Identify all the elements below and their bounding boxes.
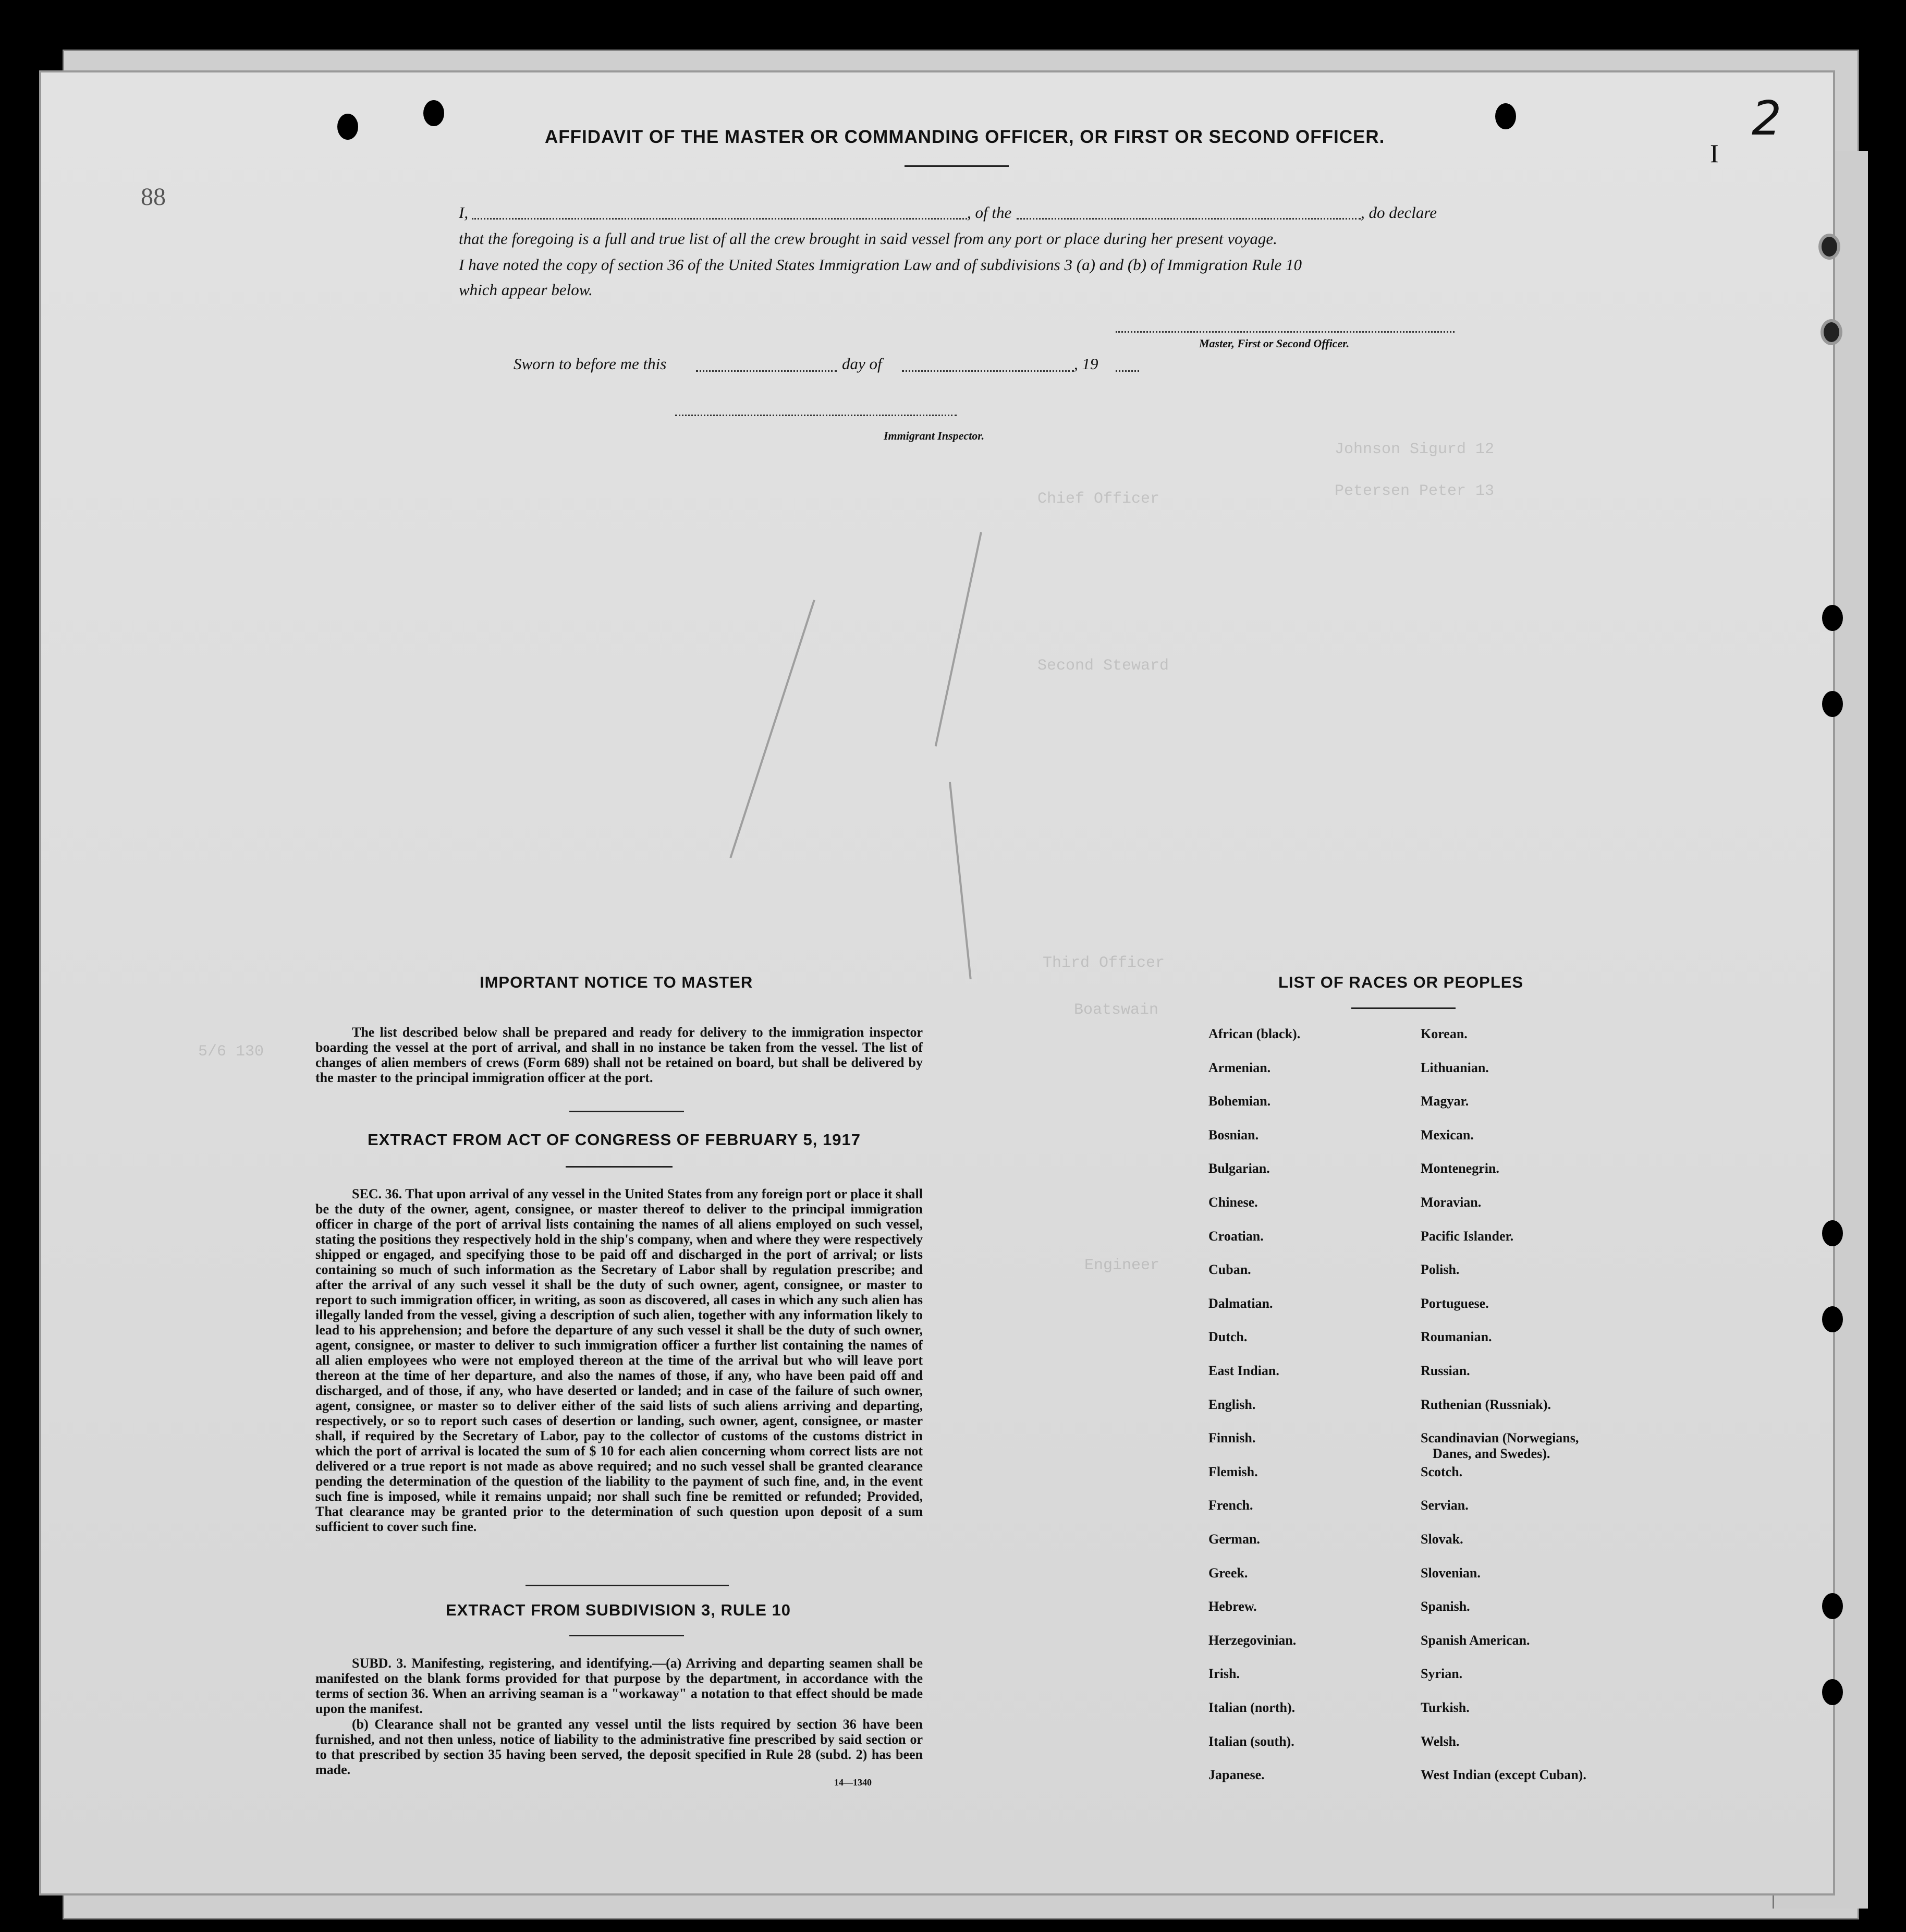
punch-hole-icon: [1822, 1220, 1843, 1246]
notice-title: IMPORTANT NOTICE TO MASTER: [480, 973, 753, 991]
race-item: Slovak.: [1421, 1532, 1463, 1547]
race-item: Montenegrin.: [1421, 1161, 1499, 1176]
race-item: Magyar.: [1421, 1093, 1469, 1109]
year-label: , 19: [1074, 355, 1098, 373]
page-number: 2: [1752, 91, 1782, 146]
race-item: Greek.: [1208, 1565, 1248, 1581]
vessel-field-line: [1017, 218, 1361, 220]
bleed-through-text: 5/6 130: [198, 1043, 264, 1061]
race-item: Flemish.: [1208, 1464, 1258, 1479]
race-item: Armenian.: [1208, 1060, 1271, 1075]
race-item: Japanese.: [1208, 1767, 1265, 1783]
affidavit-line3: which appear below.: [459, 281, 593, 299]
notice-body: The list described below shall be prepared and ready for delivery to the immigration inspector boarding the vessel at the port of arrival, and shall in no instance be taken from the vessel. The list of changes of alien members of crews (Form 689) shall not be retained on board, but shall be delivered by the master to the principal immigration officer at the port.: [315, 1025, 923, 1085]
form-number: 14—1340: [834, 1777, 872, 1788]
sworn-day-line: [696, 370, 837, 372]
race-item: Bulgarian.: [1208, 1161, 1270, 1176]
master-signature-label: Master, First or Second Officer.: [1199, 337, 1350, 350]
race-item: Lithuanian.: [1421, 1060, 1489, 1075]
race-item: Hebrew.: [1208, 1599, 1257, 1614]
punch-hole-icon: [423, 100, 444, 126]
race-item: Moravian.: [1421, 1195, 1482, 1210]
race-item: Polish.: [1421, 1262, 1460, 1278]
race-item: Croatian.: [1208, 1228, 1264, 1244]
punch-hole-icon: [1822, 1306, 1843, 1332]
race-item: Pacific Islander.: [1421, 1228, 1514, 1244]
race-item: Syrian.: [1421, 1666, 1463, 1682]
divider: [569, 1111, 684, 1112]
race-item: Slovenian.: [1421, 1565, 1481, 1581]
bleed-through-text: Engineer: [1084, 1257, 1160, 1274]
race-item: African (black).: [1208, 1026, 1301, 1041]
race-item: Korean.: [1421, 1026, 1468, 1041]
bleed-through-text: Chief Officer: [1037, 490, 1160, 508]
race-item: Bohemian.: [1208, 1093, 1271, 1109]
race-item: Chinese.: [1208, 1195, 1258, 1210]
race-item: French.: [1208, 1498, 1253, 1513]
race-item: Cuban.: [1208, 1262, 1251, 1278]
bleed-through-text: Third Officer: [1043, 954, 1165, 972]
races-title: LIST OF RACES OR PEOPLES: [1278, 973, 1524, 991]
divider: [569, 1635, 684, 1636]
bleed-through-text: Second Steward: [1037, 657, 1169, 675]
affidavit-do-declare-label: , do declare: [1361, 203, 1437, 222]
race-item: Italian (north).: [1208, 1700, 1296, 1715]
name-field-line: [472, 218, 967, 220]
punch-hole-icon: [1821, 319, 1842, 345]
punch-hole-icon: [1822, 1679, 1843, 1705]
race-item: Dutch.: [1208, 1329, 1248, 1345]
affidavit-of-the-label: , of the: [967, 203, 1012, 222]
race-item: Herzegovinian.: [1208, 1632, 1297, 1648]
extract2-body-a: SUBD. 3. Manifesting, registering, and identifying.—(a) Arriving and departing seamen shall be manifested on the blank forms provided for that purpose by the department, in accordance with the terms of section 36. When an arriving seaman is a "workaway" a notation to that effect should be made upon the manifest.: [315, 1656, 923, 1716]
race-item: Welsh.: [1421, 1733, 1460, 1749]
punch-hole-icon: [337, 114, 358, 140]
master-signature-line: [1116, 331, 1455, 333]
race-item: Russian.: [1421, 1363, 1470, 1378]
divider: [905, 165, 1009, 167]
race-item: West Indian (except Cuban).: [1421, 1767, 1586, 1783]
extract1-title: EXTRACT FROM ACT OF CONGRESS OF FEBRUARY 5, 1917: [368, 1131, 861, 1149]
punch-hole-icon: [1822, 605, 1843, 631]
bleed-through-text: Petersen Peter 13: [1335, 482, 1495, 500]
punch-hole-icon: [1822, 1593, 1843, 1619]
extract2-body-b: (b) Clearance shall not be granted any vessel until the lists required by section 36 have been furnished, and not then unless, notice of liability to the administrative fine prescribed by said section or to that prescribed by section 35 having been served, the deposit specified in Rule 28 (subd. 2) has been made.: [315, 1717, 923, 1777]
race-item: Bosnian.: [1208, 1127, 1259, 1143]
extract1-body: SEC. 36. That upon arrival of any vessel in the United States from any foreign port or place it shall be the duty of the owner, agent, consignee, or master thereof to deliver to the principal immigration officer in charge of the port of arrival lists containing the names of all aliens employed on such vessel, stating the positions they respectively hold in the ship's company, when and where they were respectively shipped or engaged, and specifying those to be paid off and discharged in the port of arrival; or lists containing so much of such information as the Secretary of Labor shall by regulation prescribe; and after the arrival of any such vessel it shall be the duty of such owner, agent, consignee, or master to report to such immigration officer, in writing, as soon as discovered, all cases in which any such alien has illegally landed from the vessel, giving a description of such alien, together with any information likely to lead to his apprehension; and before the departure of any such vessel it shall be the duty of such owner, agent, consignee, or master to deliver to such immigration officer a further list containing the names of all alien employees who were not employed thereon at the time of the arrival but who will leave port thereon at the time of her departure, and also the names of those, if any, who have been paid off and discharged, and of those, if any, who have deserted or landed; and in case of the failure of such owner, agent, consignee, or master so to deliver either of the said lists of such aliens arriving and departing, respectively, or so to report such cases of desertion or landing, such owner, agent, consignee, or master shall, if required by the Secretary of Labor, pay to the collector of customs of the customs district in which the port of arrival is located the sum of $ 10 for each alien concerning whom correct lists are not delivered or a true report is not made as above required; and no such vessel shall be granted clearance pending the determination of the question of the liability to the payment of such fine, and, in the event such fine is imposed, while it remains unpaid; nor shall such fine be remitted or refunded; Provided, That clearance may be granted prior to the determination of such question upon deposit of a sum sufficient to cover such fine.: [315, 1186, 923, 1534]
punch-hole-icon: [1495, 103, 1516, 129]
race-item: Irish.: [1208, 1666, 1240, 1682]
extract2-title: EXTRACT FROM SUBDIVISION 3, RULE 10: [446, 1601, 791, 1619]
race-item: Mexican.: [1421, 1127, 1474, 1143]
race-item: Italian (south).: [1208, 1733, 1294, 1749]
race-item: Scandinavian (Norwegians,: [1421, 1430, 1579, 1446]
punch-hole-icon: [1822, 691, 1843, 717]
race-item: English.: [1208, 1396, 1256, 1412]
document-page: [39, 70, 1835, 1895]
race-item: Turkish.: [1421, 1700, 1470, 1715]
sworn-label: Sworn to before me this: [514, 355, 667, 373]
bleed-through-text: Boatswain: [1074, 1001, 1159, 1019]
race-item: German.: [1208, 1532, 1260, 1547]
corner-mark: I: [1710, 139, 1719, 168]
race-item: Spanish.: [1421, 1599, 1470, 1614]
divider: [566, 1166, 673, 1168]
race-item: Scotch.: [1421, 1464, 1463, 1479]
punch-hole-icon: [1818, 234, 1840, 260]
race-item: Roumanian.: [1421, 1329, 1492, 1345]
affidavit-line1: that the foregoing is a full and true list of all the crew brought in said vessel from any port or place during her present voyage.: [459, 229, 1277, 248]
race-item: Servian.: [1421, 1498, 1469, 1513]
race-item: Portuguese.: [1421, 1295, 1489, 1311]
race-item: East Indian.: [1208, 1363, 1279, 1378]
race-item: Ruthenian (Russniak).: [1421, 1396, 1551, 1412]
inspector-label: Immigrant Inspector.: [884, 429, 985, 442]
race-item: Finnish.: [1208, 1430, 1256, 1446]
year-field-line: [1116, 370, 1139, 372]
margin-mark: 88: [141, 183, 166, 211]
day-of-label: day of: [842, 355, 882, 373]
race-item: Danes, and Swedes).: [1433, 1446, 1550, 1462]
race-item: Spanish American.: [1421, 1632, 1530, 1648]
divider: [526, 1585, 729, 1586]
race-item: Dalmatian.: [1208, 1295, 1273, 1311]
inspector-signature-line: [675, 415, 957, 416]
affidavit-line2: I have noted the copy of section 36 of the United States Immigration Law and of subdivisions 3 (a) and (b) of Immigration Rule 10: [459, 256, 1302, 274]
sworn-month-line: [902, 370, 1074, 372]
bleed-through-text: Johnson Sigurd 12: [1335, 441, 1495, 458]
affidavit-i-label: I,: [459, 203, 469, 222]
affidavit-title: AFFIDAVIT OF THE MASTER OR COMMANDING OFFICER, OR FIRST OR SECOND OFFICER.: [545, 127, 1385, 147]
divider: [1351, 1007, 1456, 1009]
